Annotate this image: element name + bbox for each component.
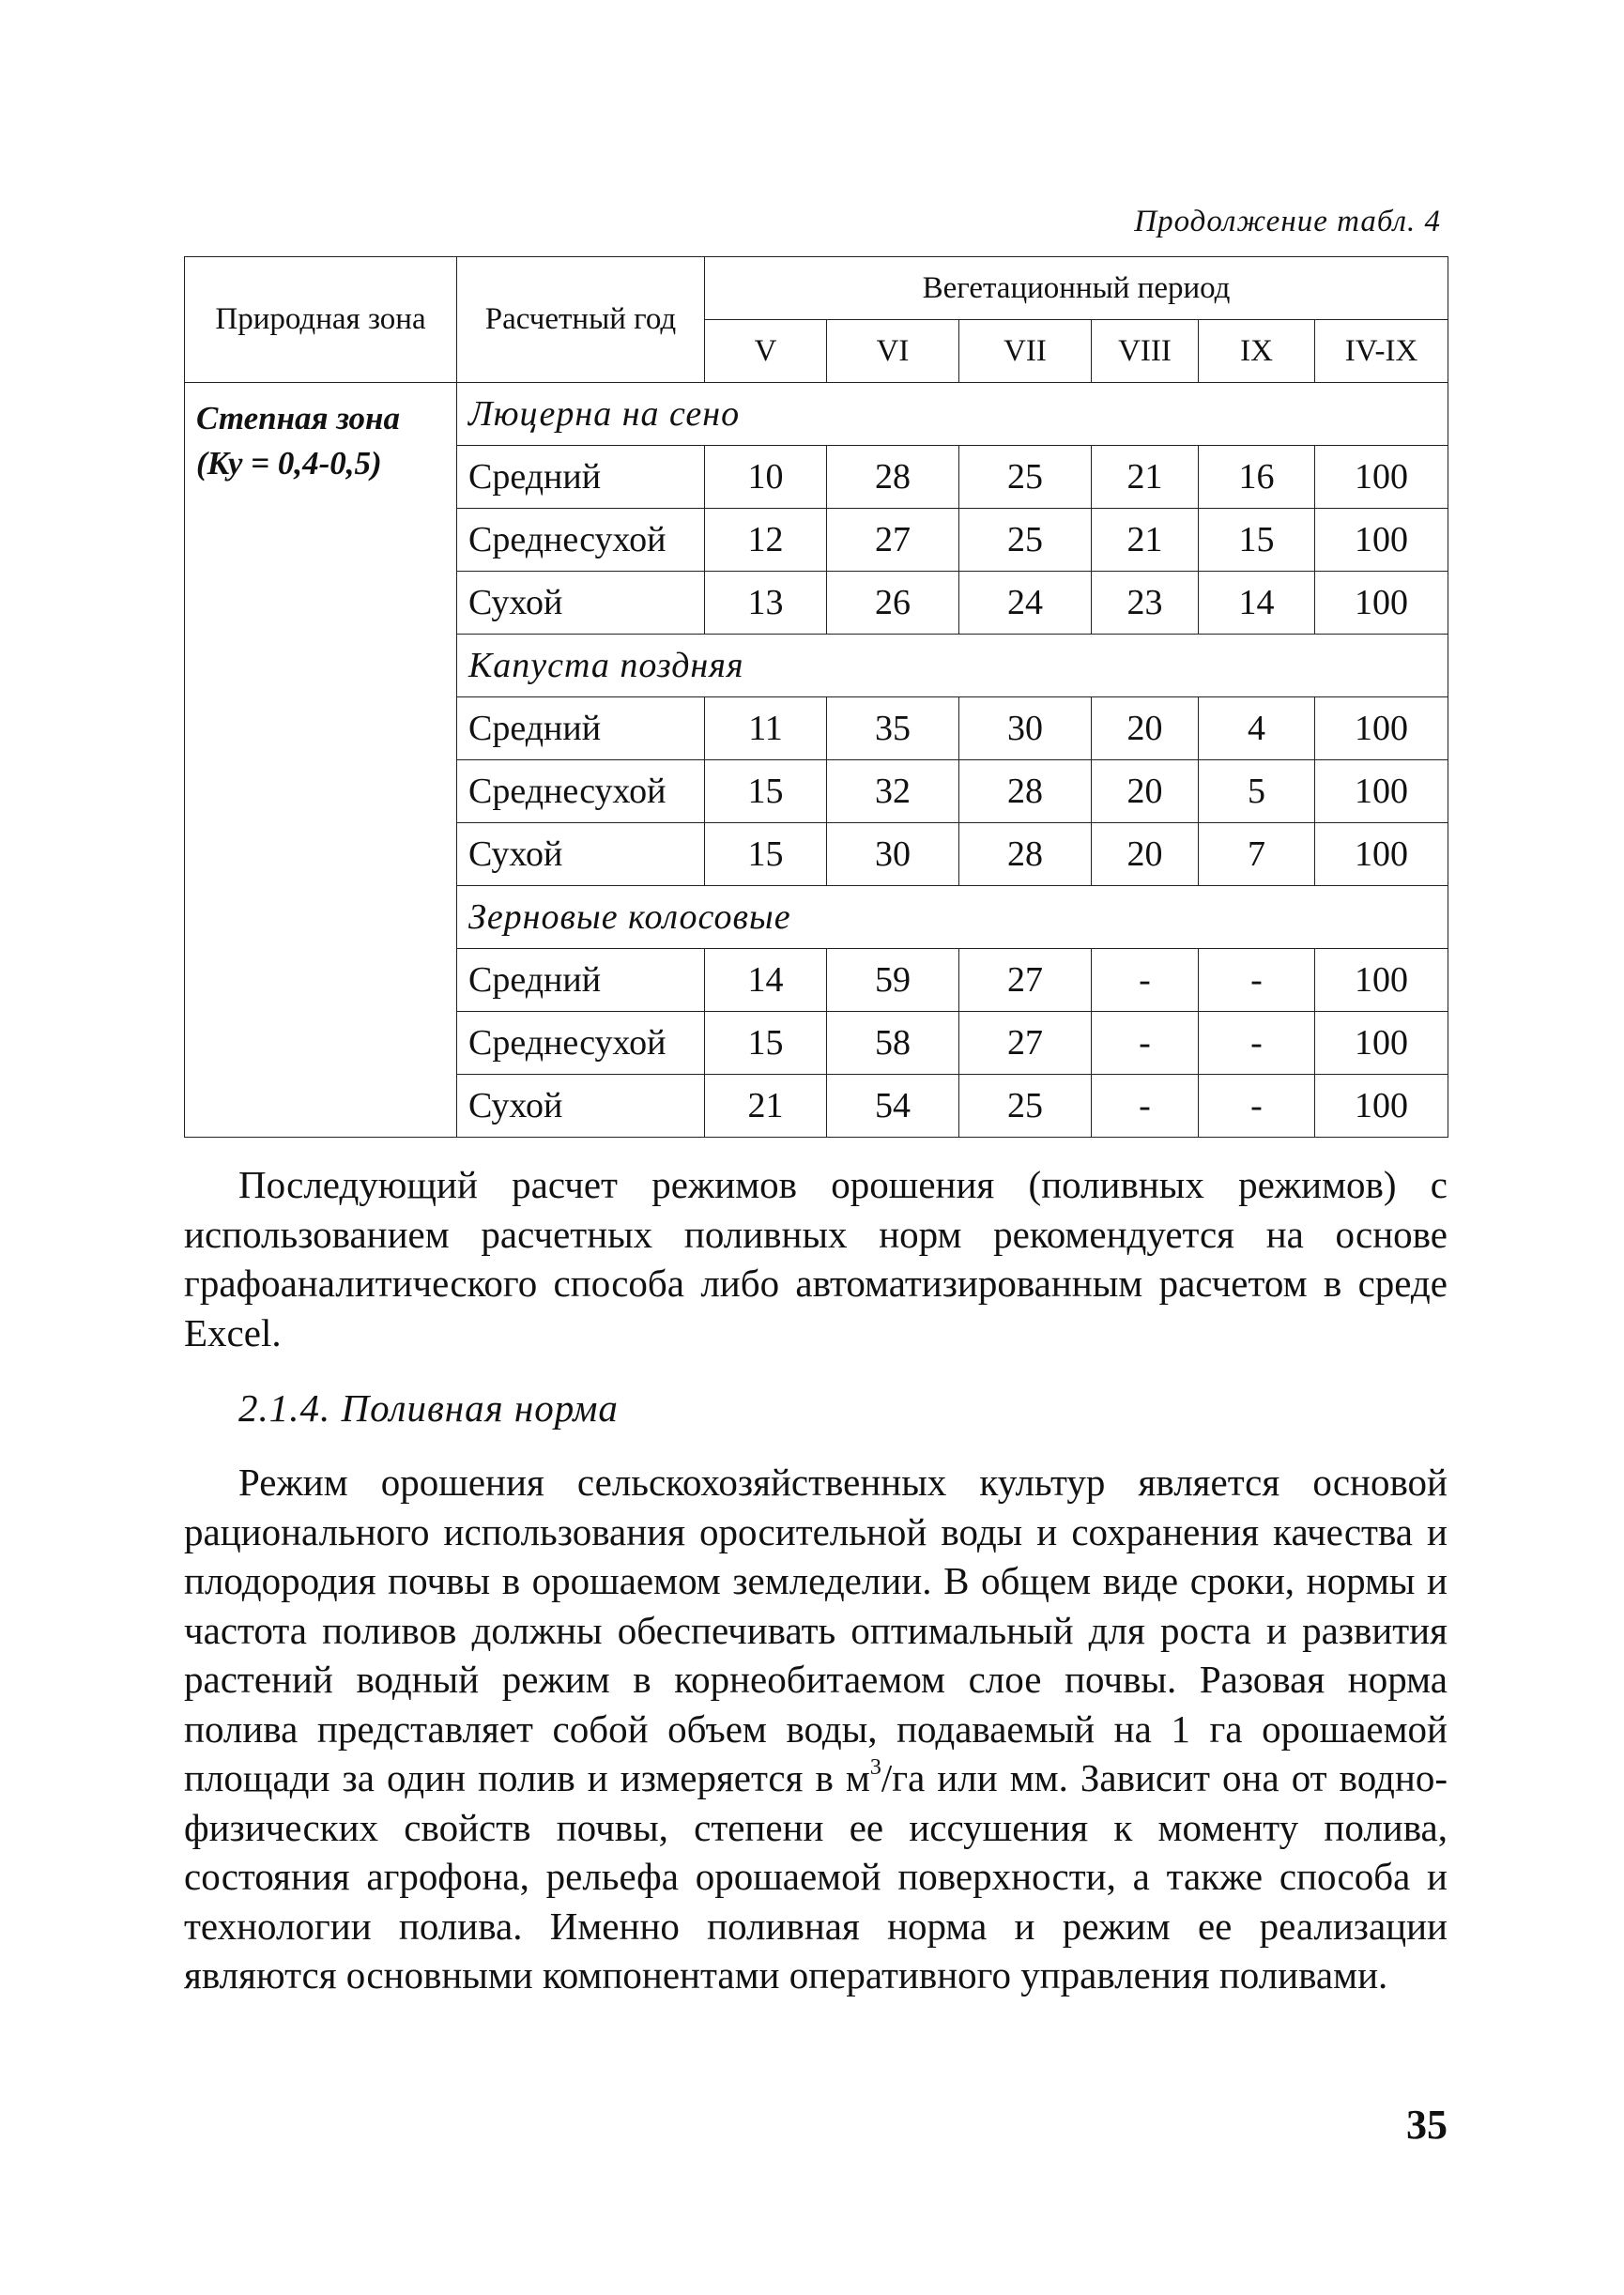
year-cell: Сухой [457, 823, 705, 886]
header-year: Расчетный год [457, 257, 705, 383]
value-cell: 15 [1199, 509, 1315, 572]
value-cell: 100 [1315, 949, 1448, 1012]
header-month: VII [959, 320, 1092, 383]
value-cell: - [1092, 949, 1199, 1012]
value-cell: - [1092, 1012, 1199, 1075]
table-header-row [185, 257, 1448, 320]
value-cell: 21 [1092, 509, 1199, 572]
value-cell: 25 [959, 509, 1092, 572]
value-cell: 54 [827, 1075, 959, 1138]
value-cell: 26 [827, 572, 959, 635]
value-cell: 7 [1199, 823, 1315, 886]
value-cell: 28 [959, 760, 1092, 823]
value-cell: 4 [1199, 697, 1315, 760]
value-cell: 100 [1315, 823, 1448, 886]
value-cell: 24 [959, 572, 1092, 635]
year-cell: Средний [457, 697, 705, 760]
value-cell: 100 [1315, 697, 1448, 760]
year-cell: Средний [457, 446, 705, 509]
year-cell: Среднесухой [457, 760, 705, 823]
value-cell: 23 [1092, 572, 1199, 635]
page-number: 35 [1406, 2102, 1448, 2148]
value-cell: 100 [1315, 1075, 1448, 1138]
paragraph-1-text: Последующий расчет режимов орошения (поливных режимов) с использованием расчетных поливных норм рекомендуется на основе графоаналитического способа либо автоматизированным расчетом в среде Excel. [184, 1163, 1448, 1354]
value-cell: - [1199, 1012, 1315, 1075]
header-month: VIII [1092, 320, 1199, 383]
value-cell: 5 [1199, 760, 1315, 823]
header-vegetation-period: Вегетационный период [705, 257, 1448, 320]
value-cell: 32 [827, 760, 959, 823]
paragraph-2 [184, 1458, 1448, 2000]
value-cell: 27 [827, 509, 959, 572]
paragraph-2-text [184, 1458, 1448, 2000]
cubic-superscript: 3 [869, 1755, 881, 1780]
value-cell: 10 [705, 446, 827, 509]
header-zone: Природная зона [185, 257, 457, 383]
value-cell: 15 [705, 760, 827, 823]
value-cell: 16 [1199, 446, 1315, 509]
year-cell: Среднесухой [457, 509, 705, 572]
value-cell: 59 [827, 949, 959, 1012]
year-cell: Сухой [457, 572, 705, 635]
value-cell: 20 [1092, 760, 1199, 823]
paragraph-2-part-2: /га или мм. Зависит она от водно-физических свойств почвы, степени ее иссушения к моменту полива, состояния агрофона, рельефа орошаемой поверхности, а также способа и технологии полива. Именно поливная норма и режим ее реализации являются основными компонентами оперативного управления поливами. [184, 1756, 1448, 1997]
crop-name: Люцерна на сено [457, 383, 1448, 446]
value-cell: 21 [705, 1075, 827, 1138]
header-month: IV-IX [1315, 320, 1448, 383]
year-cell: Среднесухой [457, 1012, 705, 1075]
value-cell: - [1199, 1075, 1315, 1138]
header-month: VI [827, 320, 959, 383]
value-cell: 100 [1315, 760, 1448, 823]
value-cell: 20 [1092, 823, 1199, 886]
value-cell: 25 [959, 1075, 1092, 1138]
value-cell: 21 [1092, 446, 1199, 509]
value-cell: 12 [705, 509, 827, 572]
year-cell: Сухой [457, 1075, 705, 1138]
value-cell: 25 [959, 446, 1092, 509]
value-cell: 100 [1315, 446, 1448, 509]
section-heading: 2.1.4. Поливная норма [238, 1386, 619, 1430]
value-cell: 13 [705, 572, 827, 635]
value-cell: 28 [959, 823, 1092, 886]
paragraph-2-part-1: Режим орошения сельскохозяйственных культур является основой рационального использования оросительной воды и сохранения качества и плодородия почвы в орошаемом земледелии. В общем виде сроки, нормы и частота поливов должны обеспечивать оптимальный для роста и развития растений водный режим в корнеобитаемом слое почвы. Разовая норма полива представляет собой объем воды, подаваемый на 1 га орошаемой площади за один полив и измеряется в м [184, 1461, 1448, 1799]
value-cell: 100 [1315, 572, 1448, 635]
zone-name: Степная зона [196, 400, 400, 436]
zone-coefficient: (Ку = 0,4-0,5) [196, 445, 382, 482]
crop-name: Зерновые колосовые [457, 886, 1448, 949]
table-continuation-caption: Продолжение табл. 4 [1134, 205, 1441, 238]
value-cell: 15 [705, 1012, 827, 1075]
value-cell: 28 [827, 446, 959, 509]
irrigation-table [184, 256, 1448, 1138]
value-cell: 58 [827, 1012, 959, 1075]
value-cell: 15 [705, 823, 827, 886]
year-cell: Средний [457, 949, 705, 1012]
value-cell: - [1092, 1075, 1199, 1138]
value-cell: 100 [1315, 509, 1448, 572]
value-cell: - [1199, 949, 1315, 1012]
zone-cell [185, 383, 457, 1138]
value-cell: 14 [1199, 572, 1315, 635]
value-cell: 30 [827, 823, 959, 886]
crop-row [185, 383, 1448, 446]
value-cell: 27 [959, 949, 1092, 1012]
value-cell: 14 [705, 949, 827, 1012]
value-cell: 35 [827, 697, 959, 760]
header-month: V [705, 320, 827, 383]
value-cell: 20 [1092, 697, 1199, 760]
value-cell: 27 [959, 1012, 1092, 1075]
value-cell: 30 [959, 697, 1092, 760]
crop-name: Капуста поздняя [457, 635, 1448, 697]
header-month: IX [1199, 320, 1315, 383]
value-cell: 100 [1315, 1012, 1448, 1075]
value-cell: 11 [705, 697, 827, 760]
paragraph-1 [184, 1160, 1448, 1357]
